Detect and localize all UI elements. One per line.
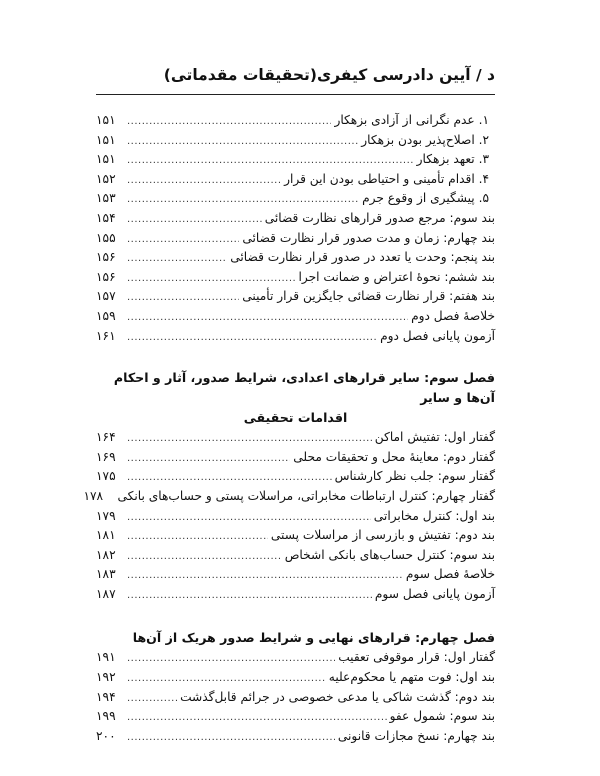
- toc-entry-page-number: ۱۷۵: [96, 469, 116, 484]
- dot-leader: [127, 586, 372, 606]
- toc-entry-label: ۲. اصلاح‌پذیر بودن بزهکار: [361, 132, 489, 147]
- dot-leader: [127, 468, 332, 488]
- toc-entry-page-number: ۱۸۱: [96, 528, 116, 543]
- toc-entry[interactable]: [96, 467, 495, 487]
- toc-entry-page-number: ۱۵۱: [96, 152, 116, 167]
- toc-entry-label: گفتار چهارم: کنترل ارتباطات مخابراتی، مراسلات پستی و حساب‌های بانکی: [117, 488, 495, 503]
- toc-entry-page-number: ۱۵۳: [96, 191, 116, 206]
- toc-entry-label: آزمون پایانی فصل سوم: [374, 586, 495, 601]
- dot-leader: [127, 151, 414, 171]
- toc-entry[interactable]: [96, 268, 495, 288]
- chapter4-title: فصل چهارم: قرارهای نهایی و شرایط صدور هریک از آن‌ها: [132, 630, 495, 646]
- dot-leader: [127, 132, 358, 152]
- toc-entry-page-number: ۱۸۷: [96, 586, 116, 601]
- toc-entry-page-number: ۱۸۳: [96, 567, 116, 582]
- toc-entry-page-number: ۱۸۲: [96, 547, 116, 562]
- toc-entry-page-number: ۱۶۹: [96, 449, 116, 464]
- dot-leader: [127, 269, 295, 289]
- toc-entry-label: گفتار دوم: معاینهٔ محل و تحقیقات محلی: [293, 449, 495, 464]
- toc-entry-label: بند پنجم: وحدت یا تعدد در صدور قرار نظارت قضائی: [230, 250, 495, 265]
- toc-entry-label: خلاصهٔ فصل دوم: [411, 308, 495, 323]
- toc-entry-label: بند هفتم: قرار نظارت قضائی جایگزین قرار تأمینی: [242, 289, 495, 304]
- dot-leader: [127, 288, 239, 308]
- dot-leader: [127, 429, 372, 449]
- dot-leader: [127, 449, 290, 469]
- toc-entry[interactable]: [96, 307, 495, 327]
- toc-entry-label: بند چهارم: زمان و مدت صدور قرار نظارت قضائی: [242, 230, 495, 245]
- toc-entry[interactable]: [96, 546, 495, 566]
- toc-entry-page-number: ۱۵۱: [96, 113, 116, 127]
- toc-entry-label: گفتار سوم: جلب نظر کارشناس: [334, 469, 495, 484]
- chapter3-title-line2: اقدامات تحقیقی: [243, 410, 348, 426]
- dot-leader: [127, 689, 177, 709]
- dot-leader: [127, 308, 408, 328]
- toc-entry-page-number: ۲۰۰: [96, 728, 116, 743]
- dot-leader: [127, 112, 331, 132]
- toc-entry[interactable]: [96, 170, 495, 190]
- toc-entry-label: بند دوم: تفتیش و بازرسی از مراسلات پستی: [270, 528, 495, 543]
- toc-entry[interactable]: [96, 526, 495, 546]
- toc-entry[interactable]: [96, 707, 495, 727]
- toc-entry[interactable]: [96, 565, 495, 585]
- toc-entry-page-number: ۱۹۴: [96, 689, 116, 704]
- toc-entry-label: ۳. تعهد بزهکار: [416, 152, 489, 167]
- toc-entry[interactable]: [96, 648, 495, 668]
- toc-entry-page-number: ۱۹۹: [96, 709, 116, 724]
- toc-entry[interactable]: [96, 585, 495, 605]
- dot-leader: [127, 171, 281, 191]
- toc-entry[interactable]: [96, 688, 495, 708]
- toc-entry-page-number: ۱۵۹: [96, 308, 116, 323]
- dot-leader: [127, 328, 377, 348]
- toc-entry[interactable]: [96, 209, 495, 229]
- dot-leader: [127, 649, 335, 669]
- toc-entry-page-number: ۱۹۱: [96, 650, 116, 665]
- dot-leader: [127, 669, 326, 689]
- chapter3-heading: [96, 368, 495, 428]
- toc-section-chapter3: [83, 428, 495, 604]
- dot-leader: [127, 249, 227, 269]
- toc-entry-page-number: ۱۵۴: [96, 210, 116, 225]
- toc-entry[interactable]: [96, 287, 495, 307]
- toc-entry[interactable]: [83, 487, 495, 507]
- toc-entry[interactable]: [96, 248, 495, 268]
- dot-leader: [127, 527, 268, 547]
- dot-leader: [127, 230, 239, 250]
- toc-entry[interactable]: [96, 428, 495, 448]
- toc-entry-page-number: ۱۵۲: [96, 171, 116, 186]
- dot-leader: [127, 728, 335, 748]
- toc-entry-page-number: ۱۵۵: [96, 230, 116, 245]
- header-rule: [96, 94, 495, 95]
- toc-entry-label: خلاصهٔ فصل سوم: [405, 567, 495, 582]
- page-header: [96, 62, 495, 92]
- toc-entry-label: بند دوم: گذشت شاکی یا مدعی خصوصی در جرائم قابل‌گذشت: [180, 689, 495, 704]
- dot-leader: [127, 566, 403, 586]
- toc-section-chapter4: [96, 648, 495, 746]
- toc-entry-label: ۵. پیشگیری از وقوع جرم: [362, 191, 489, 206]
- toc-entry-label: بند اول: فوت متهم یا محکوم‌علیه: [328, 670, 495, 685]
- toc-entry[interactable]: [96, 327, 495, 347]
- toc-entry-page-number: ۱۵۶: [96, 250, 116, 265]
- toc-entry-label: ۴. اقدام تأمینی و احتیاطی بودن این قرار: [284, 171, 489, 186]
- toc-entry-label: ۱. عدم نگرانی از آزادی بزهکار: [334, 113, 489, 127]
- toc-entry-label: بند اول: کنترل مخابراتی: [373, 508, 495, 523]
- toc-entry-page-number: ۱۶۴: [96, 430, 116, 445]
- running-header-title: د / آیین دادرسی کیفری(تحقیقات مقدماتی): [163, 66, 495, 84]
- dot-leader: [127, 547, 282, 567]
- toc-entry-page-number: ۱۷۹: [96, 508, 116, 523]
- toc-entry[interactable]: [96, 727, 495, 747]
- toc-entry-label: بند سوم: مرجع صدور قرارهای نظارت قضائی: [264, 210, 495, 225]
- toc-entry-label: گفتار اول: قرار موقوفی تعقیب: [338, 650, 495, 665]
- toc-entry[interactable]: [96, 111, 495, 131]
- toc-entry-label: گفتار اول: تفتیش اماکن: [374, 430, 495, 445]
- toc-entry-page-number: ۱۶۱: [96, 328, 116, 343]
- toc-entry-label: بند سوم: کنترل حساب‌های بانکی اشخاص: [284, 547, 495, 562]
- toc-entry-page-number: ۱۹۲: [96, 670, 116, 685]
- chapter3-title-line1: فصل سوم: سایر قرارهای اعدادی، شرایط صدور، آثار و احکام آن‌ها و سایر: [113, 370, 495, 406]
- toc-entry-page-number: ۱۷۸: [83, 488, 104, 503]
- toc-entry-page-number: ۱۵۶: [96, 269, 116, 284]
- toc-entry[interactable]: [96, 448, 495, 468]
- chapter4-heading: [96, 628, 495, 648]
- toc-entry-label: بند سوم: شمول عفو: [389, 709, 495, 724]
- dot-leader: [127, 190, 359, 210]
- toc-entry-page-number: ۱۵۱: [96, 132, 116, 147]
- toc-entry[interactable]: [96, 229, 495, 249]
- toc-entry[interactable]: [96, 668, 495, 688]
- toc-entry[interactable]: [96, 131, 495, 151]
- toc-section-chapter2-end: [96, 111, 495, 346]
- table-of-contents: [83, 111, 495, 746]
- toc-entry-label: آزمون پایانی فصل دوم: [380, 328, 495, 343]
- dot-leader: [127, 508, 371, 528]
- toc-entry[interactable]: [96, 189, 495, 209]
- dot-leader: [127, 708, 387, 728]
- dot-leader: [127, 210, 262, 230]
- toc-entry[interactable]: [96, 507, 495, 527]
- toc-entry-page-number: ۱۵۷: [96, 289, 116, 304]
- toc-entry-label: بند چهارم: نسخ مجازات قانونی: [337, 728, 495, 743]
- toc-entry-label: بند ششم: نحوهٔ اعتراض و ضمانت اجرا: [298, 269, 495, 284]
- toc-entry[interactable]: [96, 150, 495, 170]
